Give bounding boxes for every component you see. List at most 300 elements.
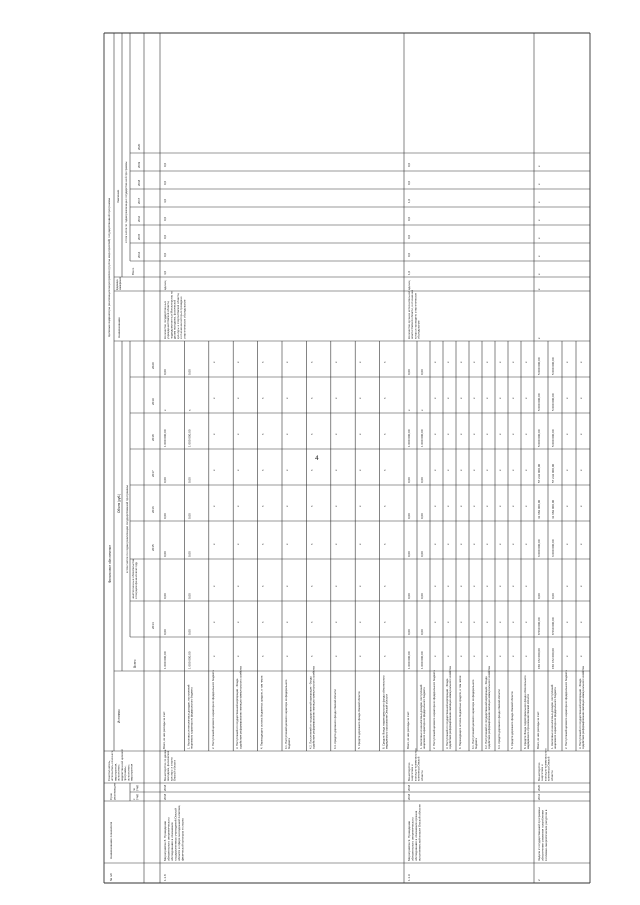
indicator-name: Количество государственныхучреждений Омской области,подведомственных Министерству поделам молодежи, физическойкультуры и спорта Омской области,в отношении которых проведеноэнергетическое обследование bbox=[163, 291, 187, 339]
indicator-value: 0,0 bbox=[163, 216, 167, 221]
amount-cell: 41 682 000,00 bbox=[537, 499, 541, 519]
amount-cell-x: x bbox=[579, 433, 583, 435]
amount-cell-x: x bbox=[309, 397, 314, 399]
header-indicator-year-2017: 2017 bbox=[137, 197, 141, 204]
amount-cell-x: x bbox=[524, 505, 528, 507]
amount-cell-x: x bbox=[309, 505, 314, 507]
amount-cell: 0,00 bbox=[163, 513, 167, 519]
amount-cell-x: x bbox=[472, 361, 476, 363]
header-indicator-year-2019: 2019 bbox=[137, 161, 141, 168]
row-name: Мероприятие 9. Проведениеобязательного энергетическогообследования в отношении органовисполнительной власти Омской области bbox=[407, 804, 422, 861]
amount-cell-x: x bbox=[236, 543, 241, 545]
amount-cell-x: x bbox=[579, 505, 583, 507]
amount-cell-x: x bbox=[511, 433, 515, 435]
amount-cell-x: x bbox=[433, 655, 437, 657]
amount-cell-x: x bbox=[236, 397, 241, 399]
amount-cell-x: x bbox=[511, 397, 515, 399]
amount-cell: x bbox=[420, 409, 424, 411]
amount-cell-x: x bbox=[565, 655, 569, 657]
indicator-value: x bbox=[537, 237, 541, 239]
amount-cell-x: x bbox=[485, 469, 489, 471]
amount-cell-x: x bbox=[382, 361, 387, 363]
amount-cell-x: x bbox=[565, 361, 569, 363]
amount-cell-x: x bbox=[236, 655, 241, 657]
amount-cell-x: x bbox=[565, 505, 569, 507]
amount-cell: 8 560 000,00 bbox=[551, 617, 555, 635]
amount-cell-x: x bbox=[524, 361, 528, 363]
header-year-2014: 2014 bbox=[151, 622, 155, 629]
amount-cell-x: x bbox=[358, 469, 363, 471]
header-year-2017: 2017 bbox=[151, 470, 155, 477]
row-to: 2020 bbox=[537, 784, 541, 791]
header-year-2019: 2019 bbox=[151, 398, 155, 405]
amount-cell-x: x bbox=[498, 469, 502, 471]
source-label: 4. Переходящего остатка бюджетных средств, в том числе: bbox=[260, 675, 264, 749]
row-no: 1.1.8 bbox=[163, 874, 167, 881]
amount-cell-x: x bbox=[236, 361, 241, 363]
amount-cell-x: x bbox=[511, 655, 515, 657]
amount-cell-x: x bbox=[333, 543, 338, 545]
indicator-value: x bbox=[537, 255, 541, 257]
amount-cell-x: x bbox=[433, 621, 437, 623]
amount-cell-x: x bbox=[211, 469, 216, 471]
amount-cell-x: x bbox=[211, 585, 216, 587]
amount-cell-x: x bbox=[565, 397, 569, 399]
amount-cell-x: x bbox=[472, 397, 476, 399]
amount-cell: 0,00 bbox=[163, 477, 167, 483]
amount-cell-x: x bbox=[511, 361, 515, 363]
row-executor: Министерство по деламмолодежи, физическойкультуры и спортаОмской области bbox=[163, 749, 177, 781]
amount-cell-x: x bbox=[511, 543, 515, 545]
amount-cell-x: x bbox=[446, 655, 450, 657]
amount-cell: 0,00 bbox=[187, 513, 192, 519]
header-indicator-unit: Единицаизмерения bbox=[116, 276, 122, 290]
amount-cell-x: x bbox=[498, 655, 502, 657]
amount-cell-x: x bbox=[485, 543, 489, 545]
amount-cell-x: x bbox=[285, 655, 289, 657]
amount-cell-x: x bbox=[309, 655, 314, 657]
amount-cell: x bbox=[187, 409, 192, 411]
indicator-value: x bbox=[537, 165, 541, 167]
amount-cell: 0,00 bbox=[407, 629, 411, 635]
row-executor: Министерствоэнергетики ижилищно-коммунальногокомплекса Омскойобласти bbox=[537, 748, 554, 781]
amount-cell: 0,00 bbox=[420, 369, 424, 375]
row-executor: Министерствоэнергетики ижилищно-коммунальногокомплекса Омскойобласти bbox=[407, 748, 424, 781]
header-year-2016: 2016 bbox=[151, 506, 155, 513]
amount-cell-x: x bbox=[472, 469, 476, 471]
indicator-unit: x bbox=[537, 288, 541, 290]
source-label: 1. Налоговых и неналоговых доходов, поступленийнецелевого характера из федерального бюджета bbox=[187, 684, 194, 749]
amount-cell-x: x bbox=[485, 505, 489, 507]
header-term-from: с(год) bbox=[132, 794, 140, 800]
amount-cell: 57 232 000,00 bbox=[537, 463, 541, 483]
amount-cell-x: x bbox=[333, 397, 338, 399]
amount-cell: 0,00 bbox=[187, 629, 192, 635]
amount-cell-x: x bbox=[485, 585, 489, 587]
amount-cell-x: x bbox=[333, 505, 338, 507]
header-total: Всего bbox=[133, 659, 137, 668]
amount-cell-x: x bbox=[260, 397, 265, 399]
row-name: Мероприятие 8. Проведениеобязательного энергетическогообследования в отношениигосударственных учреждений Омскойобласти в сфере молодежной политики,физической культуры и спорта bbox=[163, 804, 185, 861]
indicator-name: x bbox=[537, 337, 541, 339]
amount-cell-x: x bbox=[382, 543, 387, 545]
amount-cell-x: x bbox=[433, 433, 437, 435]
amount-cell: 0,00 bbox=[551, 593, 555, 599]
indicator-value: 0,0 bbox=[407, 162, 411, 167]
amount-cell-x: x bbox=[446, 543, 450, 545]
amount-cell: 6 000 000,00 bbox=[537, 539, 541, 557]
amount-cell-x: x bbox=[309, 621, 314, 623]
amount-cell-x: x bbox=[565, 621, 569, 623]
amount-cell-x: x bbox=[446, 361, 450, 363]
amount-cell: 0,00 bbox=[187, 477, 192, 483]
amount-cell-x: x bbox=[333, 585, 338, 587]
indicator-value: 0,0 bbox=[407, 234, 411, 239]
table-body bbox=[104, 33, 590, 883]
amount-cell-x: x bbox=[260, 655, 265, 657]
source-label: 4.3. Средств дорожного фонда Омской области bbox=[333, 689, 337, 749]
source-label: 2. Поступлений целевого характера из федерального бюджета bbox=[565, 670, 568, 749]
amount-cell-x: x bbox=[485, 621, 489, 623]
amount-cell-x: x bbox=[498, 361, 502, 363]
amount-cell: 0,00 bbox=[163, 369, 167, 375]
amount-cell: 57 232 000,00 bbox=[551, 463, 555, 483]
amount-cell-x: x bbox=[485, 655, 489, 657]
amount-cell: x bbox=[163, 409, 167, 411]
header-indicator-total: Всего bbox=[131, 267, 135, 275]
indicator-value: 0,0 bbox=[163, 180, 167, 185]
header-source: Источник bbox=[117, 709, 121, 723]
amount-cell: 150 472 000,00 bbox=[551, 648, 555, 669]
indicator-value: 0,0 bbox=[407, 252, 411, 257]
amount-cell-x: x bbox=[260, 469, 265, 471]
amount-cell-x: x bbox=[211, 397, 216, 399]
amount-cell-x: x bbox=[309, 585, 314, 587]
header-indicator-value: Значение bbox=[116, 189, 120, 203]
amount-cell-x: x bbox=[446, 433, 450, 435]
amount-cell-x: x bbox=[459, 469, 463, 471]
amount-cell-x: x bbox=[211, 621, 216, 623]
amount-cell: 0,00 bbox=[537, 593, 541, 599]
source-label: 6. Средств Фонда территориального фонда обязательногомедицинского страхования Омской области bbox=[524, 675, 531, 749]
amount-cell: 0,00 bbox=[420, 551, 424, 557]
indicator-unit: единиц bbox=[163, 280, 167, 290]
amount-cell-x: x bbox=[358, 621, 363, 623]
amount-cell-x: x bbox=[472, 543, 476, 545]
amount-cell-x: x bbox=[236, 585, 241, 587]
indicator-total: 4,0 bbox=[163, 270, 167, 275]
amount-cell-x: x bbox=[260, 543, 265, 545]
amount-cell-x: x bbox=[472, 433, 476, 435]
page-number: 4 bbox=[315, 455, 319, 462]
source-label: 2. Поступлений целевого характера из федерального бюджета bbox=[211, 670, 215, 749]
amount-cell-x: x bbox=[211, 655, 216, 657]
amount-cell: 0,00 bbox=[163, 551, 167, 557]
amount-cell-x: x bbox=[382, 655, 387, 657]
row-no: 1.1.9 bbox=[407, 874, 411, 881]
amount-cell-x: x bbox=[565, 543, 569, 545]
amount-cell: 1 000 000,00 bbox=[187, 429, 192, 447]
header-year-2015: 2015 bbox=[151, 544, 155, 551]
amount-cell-x: x bbox=[459, 621, 463, 623]
amount-cell: 1 000 000,00 bbox=[420, 429, 424, 447]
row-no: 2 bbox=[537, 879, 541, 881]
amount-cell: 0,00 bbox=[407, 477, 411, 483]
source-label: 3. Поступлений от государственной корпорации - Фондасодействия реформированию жилищно-коммунального хозяйства bbox=[579, 666, 586, 749]
header-indicator-including: в том числе по годам реализации государственной программы bbox=[124, 161, 128, 243]
amount-cell-x: x bbox=[498, 433, 502, 435]
header-term: Срокреализации bbox=[109, 783, 117, 800]
header-indicator-year-2016: 2016 bbox=[137, 215, 141, 222]
amount-cell: 8 560 000,00 bbox=[537, 617, 541, 635]
amount-cell: 41 682 000,00 bbox=[551, 499, 555, 519]
source-label: Всего, из них расходы за счет: bbox=[407, 711, 410, 749]
amount-cell-x: x bbox=[382, 621, 387, 623]
amount-cell-x: x bbox=[524, 655, 528, 657]
source-label: Всего, из них расходы за счет: bbox=[163, 711, 166, 749]
row-from: 2014 bbox=[537, 793, 541, 800]
amount-cell-x: x bbox=[579, 469, 583, 471]
amount-cell-x: x bbox=[485, 361, 489, 363]
indicator-unit: единиц bbox=[407, 280, 411, 290]
amount-cell-x: x bbox=[236, 469, 241, 471]
source-label: 4.3. Средств дорожного фонда Омской области bbox=[498, 689, 501, 749]
header-year-2018: 2018 bbox=[151, 434, 155, 441]
amount-cell-x: x bbox=[524, 397, 528, 399]
source-label: 4. Переходящего остатка бюджетных средств, в том числе: bbox=[459, 675, 462, 749]
amount-cell: 6 000 000,00 bbox=[551, 539, 555, 557]
amount-cell: 1 000 000,00 bbox=[187, 651, 192, 669]
amount-cell: 0,00 bbox=[407, 513, 411, 519]
amount-cell-x: x bbox=[498, 543, 502, 545]
amount-cell-x: x bbox=[260, 505, 265, 507]
amount-cell-x: x bbox=[236, 621, 241, 623]
amount-cell-x: x bbox=[459, 505, 463, 507]
amount-cell-x: x bbox=[485, 397, 489, 399]
amount-cell-x: x bbox=[285, 433, 289, 435]
amount-cell: 0,00 bbox=[420, 477, 424, 483]
amount-cell-x: x bbox=[211, 433, 216, 435]
amount-cell: 0,00 bbox=[163, 593, 167, 599]
amount-cell-x: x bbox=[309, 433, 314, 435]
amount-cell-x: x bbox=[333, 621, 338, 623]
amount-cell-x: x bbox=[485, 433, 489, 435]
amount-cell: 1 000 000,00 bbox=[163, 651, 167, 669]
amount-cell-x: x bbox=[511, 621, 515, 623]
indicator-value: x bbox=[537, 201, 541, 203]
source-label: 4.1. Поступлений целевого характера из федеральногобюджета bbox=[285, 679, 292, 749]
amount-cell-x: x bbox=[382, 505, 387, 507]
source-label: 6. Средств Фонда территориального фонда обязательногомедицинского страхования Омской области bbox=[382, 675, 389, 749]
amount-cell-x: x bbox=[211, 361, 216, 363]
amount-cell-x: x bbox=[285, 585, 289, 587]
amount-cell-x: x bbox=[459, 397, 463, 399]
row-from: 2018 bbox=[407, 793, 411, 800]
indicator-value: x bbox=[537, 219, 541, 221]
header-indicator-year-2014: 2014 bbox=[137, 251, 141, 258]
source-label: 1. Налоговых и неналоговых доходов, поступленийнецелевого характера из федерального бюджета bbox=[551, 684, 558, 749]
amount-cell-x: x bbox=[211, 505, 216, 507]
source-label: 3. Поступлений от государственной корпорации - Фондасодействия реформированию жилищно-коммунального хозяйства bbox=[446, 666, 453, 749]
source-label: 4.2. Поступлений от государственной корпорации - Фондасодействия реформированию жилищно-коммунального хозяйства bbox=[309, 666, 316, 749]
row-from: 2018 bbox=[163, 793, 167, 800]
amount-cell-x: x bbox=[511, 505, 515, 507]
amount-cell: 150 472 000,00 bbox=[537, 648, 541, 669]
amount-cell-x: x bbox=[433, 361, 437, 363]
amount-cell-x: x bbox=[358, 543, 363, 545]
amount-cell-x: x bbox=[358, 655, 363, 657]
amount-cell: 0,00 bbox=[407, 593, 411, 599]
amount-cell: 0,00 bbox=[420, 513, 424, 519]
amount-cell-x: x bbox=[309, 543, 314, 545]
source-label: 4.1. Поступлений целевого характера из федеральногобюджета bbox=[472, 679, 479, 749]
header-executor: Соисполнитель,исполнитель основногомероприятия,исполнительведомственной целевойпрограммы,исполнительмероприятия bbox=[107, 749, 134, 781]
amount-cell-x: x bbox=[285, 543, 289, 545]
amount-cell-x: x bbox=[579, 543, 583, 545]
amount-cell-x: x bbox=[498, 397, 502, 399]
amount-cell-x: x bbox=[472, 621, 476, 623]
amount-cell-x: x bbox=[472, 505, 476, 507]
indicator-value: 0,0 bbox=[407, 216, 411, 221]
amount-cell: 5 000 000,00 bbox=[537, 357, 541, 375]
amount-cell-x: x bbox=[459, 361, 463, 363]
amount-cell-x: x bbox=[459, 655, 463, 657]
amount-cell: 1 000 000,00 bbox=[407, 429, 411, 447]
amount-cell-x: x bbox=[358, 361, 363, 363]
amount-cell: 1 000 000,00 bbox=[163, 429, 167, 447]
amount-cell: 0,00 bbox=[407, 551, 411, 557]
indicator-value: 0,0 bbox=[163, 234, 167, 239]
source-label: 1. Налоговых и неналоговых доходов, поступленийнецелевого характера из федерального бюджета bbox=[420, 684, 427, 749]
header-volume: Объем (руб.) bbox=[117, 493, 121, 513]
amount-cell: 0,00 bbox=[407, 369, 411, 375]
amount-cell-x: x bbox=[459, 543, 463, 545]
amount-cell-x: x bbox=[524, 585, 528, 587]
amount-cell-x: x bbox=[285, 505, 289, 507]
amount-cell-x: x bbox=[498, 585, 502, 587]
amount-cell-x: x bbox=[565, 585, 569, 587]
header-finance: Финансовое обеспечение bbox=[108, 544, 112, 583]
amount-cell-x: x bbox=[459, 433, 463, 435]
header-year-2020: 2020 bbox=[151, 362, 155, 369]
indicator-value: 1,0 bbox=[407, 198, 411, 203]
amount-cell-x: x bbox=[433, 397, 437, 399]
amount-cell-x: x bbox=[382, 585, 387, 587]
amount-cell: 0,00 bbox=[163, 629, 167, 635]
header-targets: Целевые индикаторы реализации мероприятия (группы мероприятий) государственной программы bbox=[107, 197, 111, 337]
header-commitments: неисполненные обязательствав текущем финансовом году bbox=[131, 558, 139, 599]
header-including: в том числе по годам реализации государственной программы bbox=[125, 485, 129, 573]
indicator-value: 0,0 bbox=[407, 180, 411, 185]
amount-cell: 5 000 000,00 bbox=[551, 429, 555, 447]
amount-cell-x: x bbox=[382, 469, 387, 471]
indicator-total: 1,0 bbox=[407, 270, 411, 275]
amount-cell-x: x bbox=[358, 505, 363, 507]
amount-cell-x: x bbox=[358, 397, 363, 399]
amount-cell-x: x bbox=[333, 361, 338, 363]
amount-cell-x: x bbox=[211, 543, 216, 545]
amount-cell-x: x bbox=[579, 585, 583, 587]
amount-cell-x: x bbox=[382, 433, 387, 435]
amount-cell-x: x bbox=[446, 505, 450, 507]
amount-cell: 1 000 000,00 bbox=[407, 651, 411, 669]
amount-cell-x: x bbox=[260, 361, 265, 363]
amount-cell-x: x bbox=[446, 397, 450, 399]
amount-cell: 0,00 bbox=[187, 551, 192, 557]
amount-cell-x: x bbox=[446, 585, 450, 587]
amount-cell-x: x bbox=[524, 543, 528, 545]
amount-cell-x: x bbox=[260, 433, 265, 435]
amount-cell: 5 000 000,00 bbox=[551, 357, 555, 375]
amount-cell-x: x bbox=[433, 505, 437, 507]
amount-cell-x: x bbox=[236, 505, 241, 507]
source-label: 3. Поступлений от государственной корпорации - Фондасодействия реформированию жилищно-коммунального хозяйства bbox=[236, 666, 243, 749]
amount-cell: 0,00 bbox=[187, 369, 192, 375]
header-indicator-year-2018: 2018 bbox=[137, 179, 141, 186]
amount-cell-x: x bbox=[285, 621, 289, 623]
amount-cell-x: x bbox=[358, 585, 363, 587]
indicator-value: 0,0 bbox=[163, 162, 167, 167]
source-label: 5. Средств дорожного фонда Омской области bbox=[511, 691, 514, 749]
amount-cell: 5 000 000,00 bbox=[537, 429, 541, 447]
amount-cell: 0,00 bbox=[420, 629, 424, 635]
header-name: Наименование показателя bbox=[109, 821, 113, 859]
amount-cell-x: x bbox=[309, 361, 314, 363]
amount-cell-x: x bbox=[459, 585, 463, 587]
header-indicator-year-2015: 2015 bbox=[137, 233, 141, 240]
header-no: № п/п bbox=[109, 872, 113, 881]
source-label: 2. Поступлений целевого характера из федерального бюджета bbox=[433, 670, 436, 749]
amount-cell-x: x bbox=[333, 655, 338, 657]
amount-cell: 0,00 bbox=[420, 593, 424, 599]
amount-cell-x: x bbox=[565, 469, 569, 471]
amount-cell-x: x bbox=[579, 621, 583, 623]
amount-cell-x: x bbox=[565, 433, 569, 435]
amount-cell-x: x bbox=[285, 469, 289, 471]
amount-cell-x: x bbox=[333, 433, 338, 435]
header-indicator-name: Наименование bbox=[117, 317, 121, 338]
source-label: Всего, из них расходы за счет: bbox=[537, 711, 540, 749]
amount-cell: 5 000 000,00 bbox=[537, 393, 541, 411]
amount-cell-x: x bbox=[382, 397, 387, 399]
amount-cell-x: x bbox=[358, 433, 363, 435]
amount-cell-x: x bbox=[446, 469, 450, 471]
indicator-value: 0,0 bbox=[163, 252, 167, 257]
amount-cell-x: x bbox=[333, 469, 338, 471]
amount-cell-x: x bbox=[524, 433, 528, 435]
amount-cell-x: x bbox=[472, 655, 476, 657]
amount-cell-x: x bbox=[511, 469, 515, 471]
indicator-name: Количество органов исполнительнойвласти Омской области, в отношениикоторых проведено энергетическоеобследование bbox=[407, 290, 421, 339]
amount-cell-x: x bbox=[472, 585, 476, 587]
amount-cell-x: x bbox=[433, 469, 437, 471]
amount-cell-x: x bbox=[498, 505, 502, 507]
indicator-value: 4,0 bbox=[163, 198, 167, 203]
amount-cell-x: x bbox=[433, 543, 437, 545]
amount-cell-x: x bbox=[579, 397, 583, 399]
source-label: 4.2. Поступлений от государственной корпорации - Фондасодействия реформированию жилищно-коммунального хозяйства bbox=[485, 666, 492, 749]
indicator-value: x bbox=[537, 183, 541, 185]
row-name: Задача 2 государственной программы:обеспечение снижения потреблениятопливно-энергетических ресурсов в bbox=[537, 806, 548, 861]
amount-cell-x: x bbox=[433, 585, 437, 587]
amount-cell-x: x bbox=[236, 433, 241, 435]
amount-cell-x: x bbox=[511, 585, 515, 587]
indicator-total: x bbox=[537, 273, 541, 275]
amount-cell-x: x bbox=[524, 621, 528, 623]
amount-cell-x: x bbox=[579, 361, 583, 363]
amount-cell-x: x bbox=[285, 397, 289, 399]
amount-cell: 5 000 000,00 bbox=[551, 393, 555, 411]
